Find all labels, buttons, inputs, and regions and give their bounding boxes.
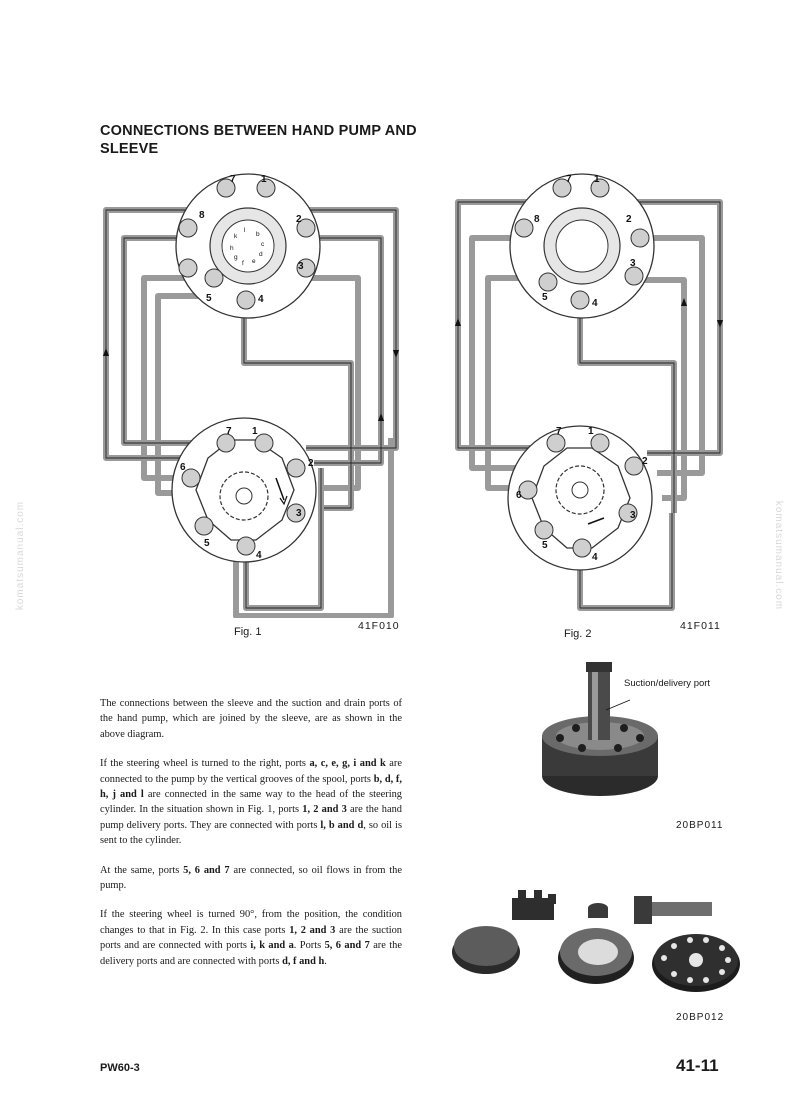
figure-code: 41F010	[358, 620, 400, 632]
spool-port-letter: f	[242, 260, 244, 267]
spool-port-letter: d	[259, 251, 263, 258]
pump-port-label: 1	[588, 426, 594, 437]
footer-model: PW60-3	[100, 1062, 140, 1074]
pump-parts-photo	[448, 880, 748, 1000]
watermark-left: komatsumanual.com	[15, 500, 27, 611]
paragraph-3: At the same, ports 5, 6 and 7 are connected, so oil flows in from the pump.	[100, 864, 402, 892]
suction-delivery-port-label: Suction/delivery port	[624, 678, 711, 689]
footer-page-number: 41-11	[676, 1056, 719, 1075]
pump-port-label: 1	[252, 426, 258, 437]
figure-caption: Fig. 1	[234, 626, 262, 638]
pump-port-label: 5	[542, 540, 548, 551]
sleeve-port-label: 1	[261, 174, 267, 185]
pump-port-label: 6	[180, 462, 186, 473]
pump-port-label: 6	[516, 490, 522, 501]
sleeve-port-label: 5	[206, 293, 212, 304]
section-heading: CONNECTIONS BETWEEN HAND PUMP AND SLEEVE	[100, 123, 417, 157]
paragraph-1: The connections between the sleeve and the suction and drain ports of the hand pump, which are joined by the sleeve, are as shown in the above diagram.	[100, 698, 402, 740]
spool-port-letter: b	[256, 231, 260, 238]
figure-code: 41F011	[680, 620, 721, 632]
photo-code: 20BP012	[676, 1012, 725, 1023]
sleeve-port-label: 4	[258, 294, 264, 305]
spool-port-letter: e	[252, 258, 256, 265]
spool-port-letter: h	[230, 245, 234, 252]
pump-port-label: 4	[256, 550, 262, 561]
sleeve-port-label: 3	[298, 261, 304, 272]
spool-port-letter: c	[261, 241, 265, 248]
pump-port-label: 7	[226, 426, 232, 437]
photo-sleeve-assembly	[530, 658, 711, 823]
photo-code: 20BP011	[676, 820, 724, 831]
sleeve-port-label: 4	[592, 298, 598, 309]
paragraph-4: If the steering wheel is turned 90°, from the position, the condition changes to that in Fig. 2. In this case ports 1, 2 and 3 are the suction ports and are connected with ports i, k and a. Ports 5, 6 and 7 are the delivery ports and are connected with ports d, f and h.	[100, 909, 402, 967]
figure-caption: Fig. 2	[564, 628, 592, 640]
pump-port-label: 3	[296, 508, 302, 519]
sleeve-port-label: 5	[542, 292, 548, 303]
hydraulic-diagram-fig1	[96, 168, 414, 618]
pump-port-label: 5	[204, 538, 210, 549]
sleeve-port-label: 7	[230, 174, 236, 185]
figure-2	[452, 168, 728, 640]
body-text	[100, 696, 402, 983]
sleeve-port-label: 2	[626, 214, 632, 225]
sleeve-port-label: 7	[566, 174, 572, 185]
pump-port-label: 2	[308, 458, 314, 469]
sleeve-port-label: 3	[630, 258, 636, 269]
paragraph-2: If the steering wheel is turned to the right, ports a, c, e, g, i and k are connected to the pump by the vertical grooves of the spool, ports b, d, f, h, j and l are connected in the same way to the head of the steering cylinder. In the situation shown in Fig. 1, ports 1, 2 and 3 are the hand pump delivery ports. They are connected with ports l, b and d, so oil is sent to the cylinder.	[100, 758, 402, 847]
figure-1	[96, 168, 414, 638]
spool-port-letter: g	[234, 254, 238, 261]
sleeve-port-label: 1	[594, 174, 600, 185]
sleeve-port-label: 2	[296, 214, 302, 225]
pump-port-label: 4	[592, 552, 598, 563]
pump-port-label: 3	[630, 510, 636, 521]
sleeve-port-label: 8	[199, 210, 205, 221]
photo-pump-parts	[448, 880, 748, 1005]
spool-port-letter: k	[234, 233, 238, 240]
spool-port-letter: l	[244, 227, 246, 234]
pump-port-label: 2	[642, 456, 648, 467]
sleeve-port-label: 8	[534, 214, 540, 225]
watermark-right: komatsumanual.com	[773, 500, 785, 611]
pump-port-label: 7	[556, 426, 562, 437]
hydraulic-diagram-fig2	[452, 168, 728, 618]
